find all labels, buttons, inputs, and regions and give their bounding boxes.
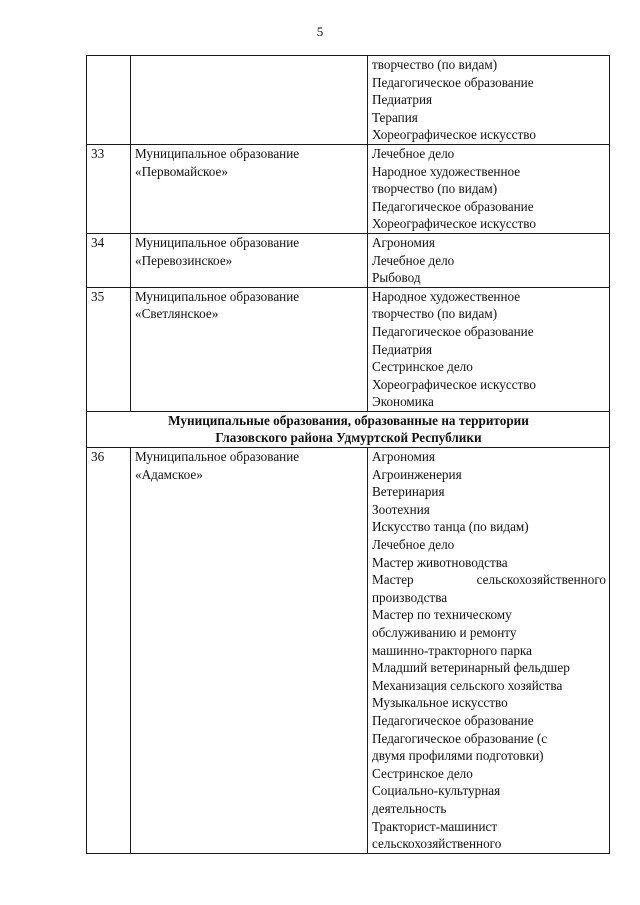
- specialties-cell: [368, 287, 610, 411]
- municipality-name-cell: [131, 287, 368, 411]
- specialty-word-right: сельскохозяйственного: [476, 572, 606, 588]
- specialty-item: Агрономия: [372, 234, 435, 250]
- specialty-item: Социально-культурная: [372, 783, 501, 799]
- municipality-name-cell: [131, 144, 368, 233]
- specialties-cell: [368, 56, 610, 145]
- municipality-type: Муниципальное образование: [135, 234, 300, 250]
- municipality-name: «Первомайское»: [135, 163, 229, 179]
- specialty-item: Педагогическое образование: [372, 323, 534, 339]
- specialty-item: машинно-тракторного парка: [372, 642, 532, 658]
- specialty-item: Педагогическое образование: [372, 712, 534, 728]
- specialty-item: Лечебное дело: [372, 537, 455, 553]
- specialty-item: Зоотехния: [372, 501, 430, 517]
- row-number: 35: [87, 287, 131, 411]
- table-row-35: [87, 287, 610, 411]
- specialty-item: Экономика: [372, 394, 434, 410]
- specialty-item: Мастер животноводства: [372, 554, 508, 570]
- municipality-name: «Адамское»: [135, 466, 203, 482]
- row-number: 36: [87, 448, 131, 854]
- specialty-item: Педиатрия: [372, 92, 433, 108]
- table-row-34: [87, 233, 610, 287]
- section-heading: [87, 411, 610, 447]
- specialty-item: Хореографическое искусство: [372, 376, 537, 392]
- specialty-item: производства: [372, 589, 448, 605]
- municipality-type: Муниципальное образование: [135, 449, 300, 465]
- specialty-item: Музыкальное искусство: [372, 695, 508, 711]
- municipality-name-cell: [131, 233, 368, 287]
- municipality-type: Муниципальное образование: [135, 288, 300, 304]
- specialty-item: Искусство танца (по видам): [372, 519, 529, 535]
- specialty-item: Агроинженерия: [372, 466, 462, 482]
- specialty-item: Агрономия: [372, 449, 435, 465]
- specialty-item: обслуживанию и ремонту: [372, 625, 517, 640]
- specialty-item: Ветеринария: [372, 484, 445, 500]
- row-number-cell: [87, 56, 131, 145]
- section-heading-row: [87, 411, 610, 447]
- municipality-name: «Светлянское»: [135, 306, 219, 322]
- specialty-item-justified: [372, 571, 606, 589]
- specialty-item: Народное художественное: [372, 288, 521, 304]
- section-heading-line: Муниципальные образования, образованные на территории: [168, 412, 529, 428]
- specialty-item: сельскохозяйственного: [372, 836, 502, 852]
- table-row-continuation: [87, 56, 610, 145]
- table-row-33: [87, 144, 610, 233]
- specialties-cell: [368, 144, 610, 233]
- specialty-item: Младший ветеринарный фельдшер: [372, 660, 570, 676]
- municipality-name-cell: [131, 56, 368, 145]
- specialty-item: творчество (по видам): [372, 306, 498, 322]
- municipality-name-cell: [131, 448, 368, 854]
- specialty-item: Лечебное дело: [372, 145, 455, 161]
- specialty-item: Хореографическое искусство: [372, 216, 537, 232]
- specialty-item: Сестринское дело: [372, 359, 473, 375]
- specialty-item: Педагогическое образование: [372, 198, 534, 214]
- specialty-item: двумя профилями подготовки): [372, 748, 544, 764]
- specialties-cell: [368, 233, 610, 287]
- specialty-item: Сестринское дело: [372, 765, 473, 781]
- specialty-item: Педагогическое образование (с: [372, 730, 548, 746]
- specialty-item: творчество (по видам): [372, 57, 498, 72]
- municipality-type: Муниципальное образование: [135, 145, 300, 161]
- page-number: 5: [316, 24, 324, 39]
- specialty-item: Мастер по техническому: [372, 607, 512, 623]
- table-row-36: [87, 448, 610, 854]
- section-heading-line: Глазовского района Удмуртской Республики: [215, 430, 482, 446]
- specialty-word-left: Мастер: [372, 572, 414, 588]
- specialty-item: Механизация сельского хозяйства: [372, 677, 563, 693]
- specialty-item: творчество (по видам): [372, 181, 498, 197]
- specialty-item: Терапия: [372, 109, 418, 125]
- specialty-item: Народное художественное: [372, 163, 521, 179]
- row-number: 33: [87, 144, 131, 233]
- specialty-item: Педагогическое образование: [372, 74, 534, 90]
- specialty-item: Рыбовод: [372, 270, 421, 286]
- specialty-item: Педиатрия: [372, 341, 433, 357]
- specialty-item: деятельность: [372, 800, 447, 816]
- municipalities-table: [86, 55, 610, 854]
- specialty-item: Хореографическое искусство: [372, 127, 537, 143]
- specialty-item: Лечебное дело: [372, 252, 455, 268]
- specialty-item: Тракторист-машинист: [372, 818, 498, 834]
- municipality-name: «Перевозинское»: [135, 252, 233, 268]
- row-number: 34: [87, 233, 131, 287]
- specialties-cell: [368, 448, 610, 854]
